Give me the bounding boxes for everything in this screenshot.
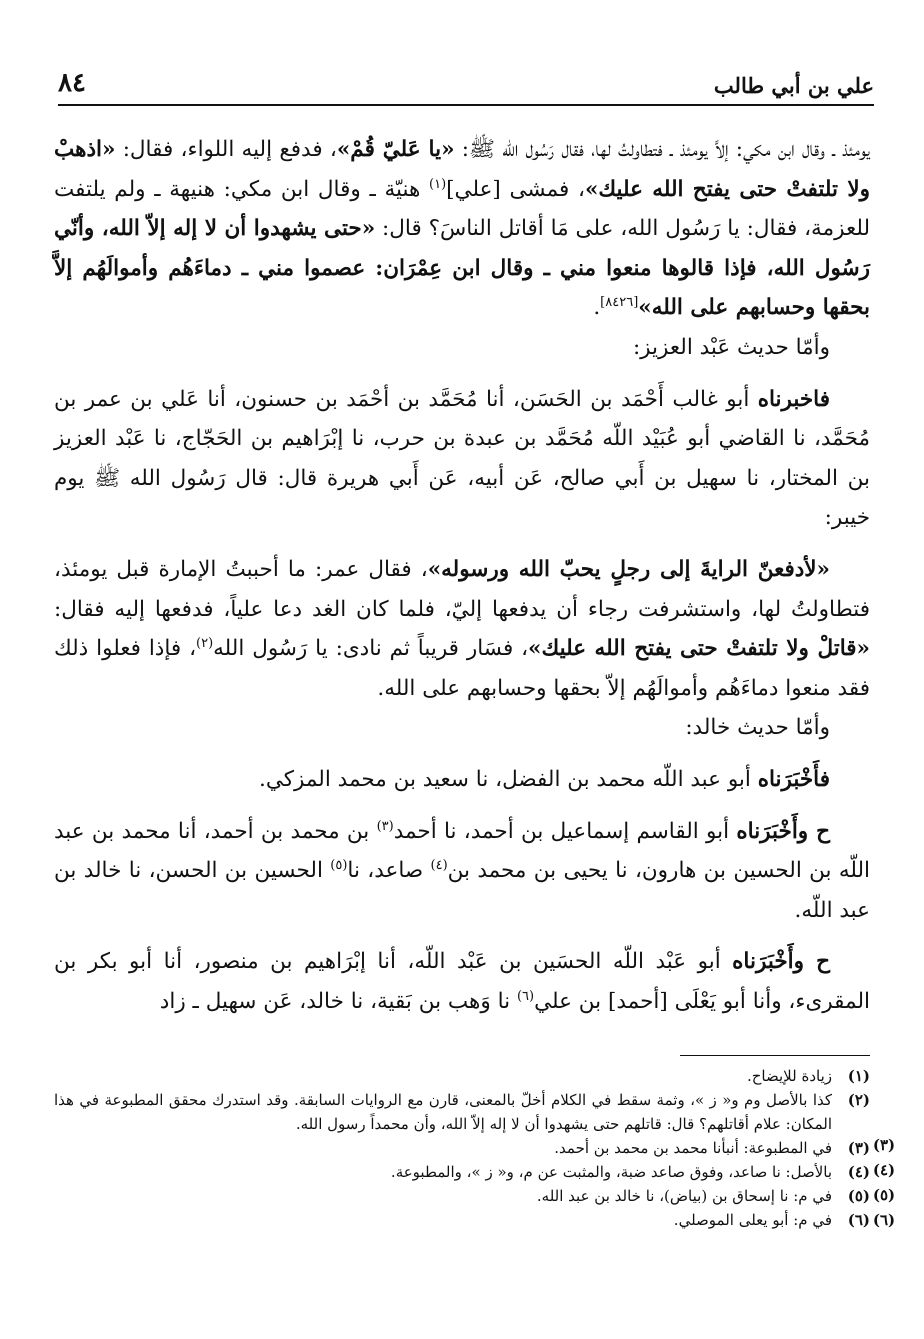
footnote bbox=[54, 1160, 870, 1184]
paragraph bbox=[54, 328, 870, 368]
footnote-number: (١) bbox=[847, 1067, 870, 1085]
text-run: أبو القاسم إسماعيل بن أحمد، نا أحمد bbox=[393, 818, 737, 844]
margin-number: (٦) bbox=[872, 1211, 896, 1229]
footnote bbox=[54, 1088, 870, 1136]
page-number: ٨٤ bbox=[58, 68, 86, 98]
footnote bbox=[54, 1184, 870, 1208]
footnote-ref: (٥) bbox=[330, 857, 348, 873]
margin-number: (٤) bbox=[872, 1161, 896, 1179]
margin-number: (٥) bbox=[872, 1186, 896, 1204]
bold-text: ح وأَخْبَرَناه bbox=[732, 949, 830, 975]
footnote-ref: (٦) bbox=[516, 988, 535, 1004]
paragraph bbox=[54, 380, 870, 538]
margin-number: (٣) bbox=[872, 1136, 896, 1154]
bold-text: «اذهبْ ولا تلتفتْ حتى يفتح الله عليك» bbox=[54, 137, 871, 202]
text-run: أبو غالب أَحْمَد بن الحَسَن، أنا مُحَمَّد بن أحْمَد بن حسنون، أنا عَلي بن عمر بن مُحَمَّد، نا القاضي أبو عُبَيْد اللّه مُحَمَّد بن عبدة بن حرب، نا إبْرَاهيم بن الحَجّاج، نا عَبْد العزيز بن المختار، نا سهيل بن أَبي صالح، عَن أبيه، عَن أَبي هريرة قال: قال رَسُول الله ﷺ يوم خيبر: bbox=[54, 386, 870, 531]
text-run: ، فإذا فعلوا ذلك فقد منعوا دماءَهُم وأموالَهُم إلاّ بحقها وحسابهم على الله. bbox=[54, 636, 870, 701]
bold-text: «لأدفعنّ الرايةَ إلى رجلٍ يحبّ الله ورسوله» bbox=[427, 556, 830, 582]
bold-text: ح وأَخْبَرَناه bbox=[736, 818, 830, 844]
paragraph bbox=[54, 942, 870, 1021]
footnote-text: في م: أبو يعلى الموصلي. bbox=[673, 1211, 832, 1229]
text-run: أبو عَبْد اللّه الحسَين بن عَبْد اللّه، أنا إبْرَاهيم بن منصور، أنا أبو بكر بن المقرىء، وأنا أبو يَعْلَى [أحمد] بن علي bbox=[54, 949, 870, 1014]
footnote-number: (٢) bbox=[847, 1091, 870, 1109]
paragraph bbox=[54, 760, 870, 800]
bold-text: «يا عَليّ قُمْ» bbox=[336, 137, 455, 162]
bold-text: فاخبرناه bbox=[757, 386, 830, 412]
footnote-number: (٦) bbox=[847, 1211, 870, 1229]
footnotes bbox=[54, 1064, 870, 1232]
bold-text: «قاتلْ ولا تلتفتْ حتى يفتح الله عليك» bbox=[528, 636, 870, 662]
footnote-ref: (٣) bbox=[376, 818, 394, 834]
text-run: ، فقال عمر: ما أحببتُ الإمارة قبل يومئذ، فتطاولتُ لها، واستشرفت رجاء أن يدفعها إليّ، فلما كان الغد دعا علياً، فدفعها إليه فقال: bbox=[54, 556, 870, 622]
text-run: ، فسَار قريباً ثم نادى: يا رَسُول الله bbox=[213, 636, 529, 662]
text-run: . bbox=[593, 295, 601, 321]
text-run: يومئذ ـ وقال ابن مكي: إلاَّ يومئذ ـ فتطاولتُ لها، فقال رَسُول الله ﷺ: bbox=[454, 137, 870, 162]
bold-text: فأَخْبَرَناه bbox=[757, 766, 830, 792]
footnote-number: (٤) bbox=[847, 1163, 870, 1181]
text-run: وأمّا حديث عَبْد العزيز: bbox=[632, 334, 830, 360]
footnote-ref: (١) bbox=[429, 176, 447, 192]
paragraph bbox=[54, 130, 870, 328]
footnote-text: زيادة للإيضاح. bbox=[746, 1067, 832, 1085]
bold-text: «حتى يشهدوا أن لا إله إلاّ الله، وأنّي رَسُول الله، فإذا قالوها منعوا مني ـ وقال ابن عِمْرَان: عصموا مني ـ دماءَهُم وأموالَهُم إلاَّ بحقها وحسابهم على الله» bbox=[54, 216, 870, 321]
footnote bbox=[54, 1208, 870, 1232]
footnote-ref: [٨٤٢٦] bbox=[600, 295, 639, 311]
footnote-ref: (٤) bbox=[430, 857, 448, 873]
page-header bbox=[58, 58, 874, 106]
footnote-divider bbox=[680, 1055, 870, 1056]
footnote-text: بالأصل: نا صاعد، وفوق صاعد ضبة، والمثبت عن م، و« ز »، والمطبوعة. bbox=[390, 1163, 832, 1181]
text-run: ، فمشى [علي] bbox=[446, 176, 585, 202]
text-run: هنيّة ـ وقال ابن مكي: هنيهة ـ ولم يلتفت للعزمة، فقال: يا رَسُول الله، على مَا أقاتل الناسَ؟ قال: bbox=[54, 176, 870, 242]
running-title: علي بن أبي طالب bbox=[713, 73, 874, 98]
text-run: نا وَهب بن بَقية، نا خالد، عَن سهيل ـ زاد bbox=[159, 988, 517, 1014]
text-run: بن محمد بن أحمد، أنا محمد بن عبد اللّه بن الحسين بن هارون، نا يحيى بن محمد بن bbox=[54, 818, 870, 884]
footnote-ref: (٢) bbox=[196, 635, 214, 651]
text-run: صاعد، نا bbox=[347, 858, 431, 884]
text-run: الحسين بن الحسن، نا خالد بن عبد اللّه. bbox=[54, 858, 870, 923]
paragraph bbox=[54, 550, 870, 708]
footnote-number: (٥) bbox=[847, 1187, 870, 1205]
text-run: ، فدفع إليه اللواء، فقال: bbox=[115, 137, 337, 162]
margin-footnote-numbers bbox=[864, 1133, 904, 1233]
footnote bbox=[54, 1064, 870, 1088]
footnote-text: في م: نا إسحاق بن (بياض)، نا خالد بن عبد الله. bbox=[536, 1187, 832, 1205]
footnote-text: كذا بالأصل وم و« ز »، وثمة سقط في الكلام أخلّ بالمعنى، قارن مع الروايات السابقة. وقد استدرك محقق المطبوعة في هذا المكان: علام أقاتلهم؟ قال: قاتلهم حتى يشهدوا أن لا إله إلاّ الله، وأن محمداً رسول الله. bbox=[54, 1091, 832, 1133]
paragraph bbox=[54, 708, 870, 748]
footnote-number: (٣) bbox=[847, 1139, 870, 1157]
text-run: أبو عبد اللّه محمد بن الفضل، نا سعيد بن محمد المزكي. bbox=[259, 766, 758, 792]
text-run: وأمّا حديث خالد: bbox=[685, 715, 830, 741]
footnote bbox=[54, 1136, 870, 1160]
paragraph bbox=[54, 812, 870, 931]
footnote-text: في المطبوعة: أنبأنا محمد بن محمد بن أحمد. bbox=[554, 1139, 832, 1157]
main-text bbox=[54, 130, 870, 1021]
